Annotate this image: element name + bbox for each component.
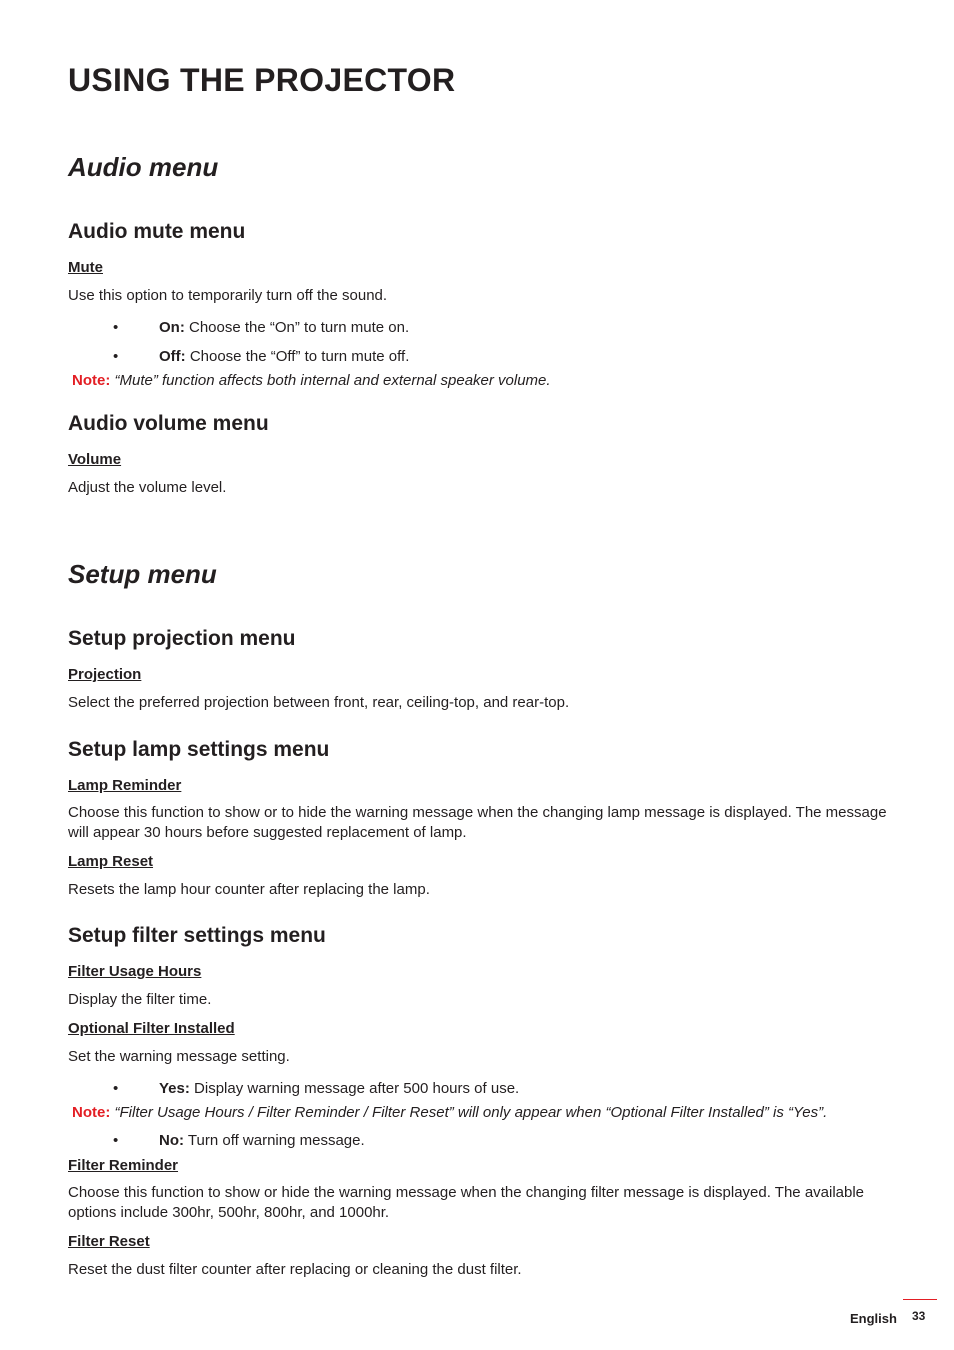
- desc-filter-reminder: Choose this function to show or hide the warning message when the changing filter message is displayed. The available options include 300hr, 500hr, 800hr, and 1000hr.: [68, 1184, 865, 1221]
- note-text: “Mute” function affects both internal and external speaker volume.: [110, 372, 551, 389]
- subsection-title-setup-filter: Setup filter settings menu: [68, 924, 326, 947]
- desc-volume: Adjust the volume level.: [68, 479, 227, 496]
- subsection-title-setup-projection: Setup projection menu: [68, 627, 296, 650]
- option-text: Choose the “On” to turn mute on.: [184, 319, 410, 336]
- option-text: Turn off warning message.: [184, 1132, 365, 1149]
- term-lamp-reset: Lamp Reset: [68, 853, 154, 870]
- bullet-glyph: •: [113, 1132, 119, 1149]
- list-item-filter-yes: [159, 1080, 519, 1097]
- term-filter-reset: Filter Reset: [68, 1233, 150, 1250]
- desc-projection: Select the preferred projection between front, rear, ceiling-top, and rear-top.: [68, 694, 570, 711]
- subsection-title-audio-volume: Audio volume menu: [68, 412, 269, 435]
- page-title: USING THE PROJECTOR: [68, 62, 456, 98]
- desc-filter-usage-hours: Display the filter time.: [68, 991, 212, 1008]
- desc-mute: Use this option to temporarily turn off the sound.: [68, 287, 388, 304]
- term-mute: Mute: [68, 259, 103, 276]
- bullet-glyph: •: [113, 319, 119, 336]
- term-lamp-reminder: Lamp Reminder: [68, 777, 182, 794]
- note-text: “Filter Usage Hours / Filter Reminder / Filter Reset” will only appear when “Optional Filter Installed” is “Yes”.: [110, 1104, 828, 1121]
- section-title-setup: Setup menu: [68, 559, 217, 589]
- term-optional-filter-installed: Optional Filter Installed: [68, 1020, 235, 1037]
- option-label: Off:: [159, 348, 186, 365]
- term-volume: Volume: [68, 451, 122, 468]
- option-text: Display warning message after 500 hours of use.: [189, 1080, 520, 1097]
- section-title-audio: Audio menu: [68, 152, 219, 182]
- desc-lamp-reset: Resets the lamp hour counter after replacing the lamp.: [68, 881, 430, 898]
- option-label: Yes:: [159, 1080, 190, 1097]
- bullet-glyph: •: [113, 1080, 119, 1097]
- subsection-title-setup-lamp: Setup lamp settings menu: [68, 738, 330, 761]
- term-filter-usage-hours: Filter Usage Hours: [68, 963, 202, 980]
- footer-language: English: [850, 1311, 897, 1326]
- list-item-mute-on: [159, 319, 409, 336]
- option-text: Choose the “Off” to turn mute off.: [185, 348, 410, 365]
- desc-optional-filter-installed: Set the warning message setting.: [68, 1048, 290, 1065]
- subsection-title-audio-mute: Audio mute menu: [68, 220, 246, 243]
- note-filter: [72, 1104, 827, 1121]
- page-number: 33: [912, 1309, 926, 1323]
- bullet-glyph: •: [113, 348, 119, 365]
- option-label: On:: [159, 319, 185, 336]
- note-label: Note:: [72, 372, 111, 389]
- option-label: No:: [159, 1132, 184, 1149]
- desc-lamp-reminder: Choose this function to show or to hide the warning message when the changing lamp message is displayed. The message will appear 30 hours before suggested replacement of lamp.: [68, 804, 887, 841]
- list-item-filter-no: [159, 1132, 365, 1149]
- term-filter-reminder: Filter Reminder: [68, 1157, 179, 1174]
- note-label: Note:: [72, 1104, 111, 1121]
- desc-filter-reset: Reset the dust filter counter after replacing or cleaning the dust filter.: [68, 1261, 522, 1278]
- term-projection: Projection: [68, 666, 142, 683]
- list-item-mute-off: [159, 348, 409, 365]
- note-mute: [72, 372, 551, 389]
- footer-accent-line: [903, 1299, 937, 1300]
